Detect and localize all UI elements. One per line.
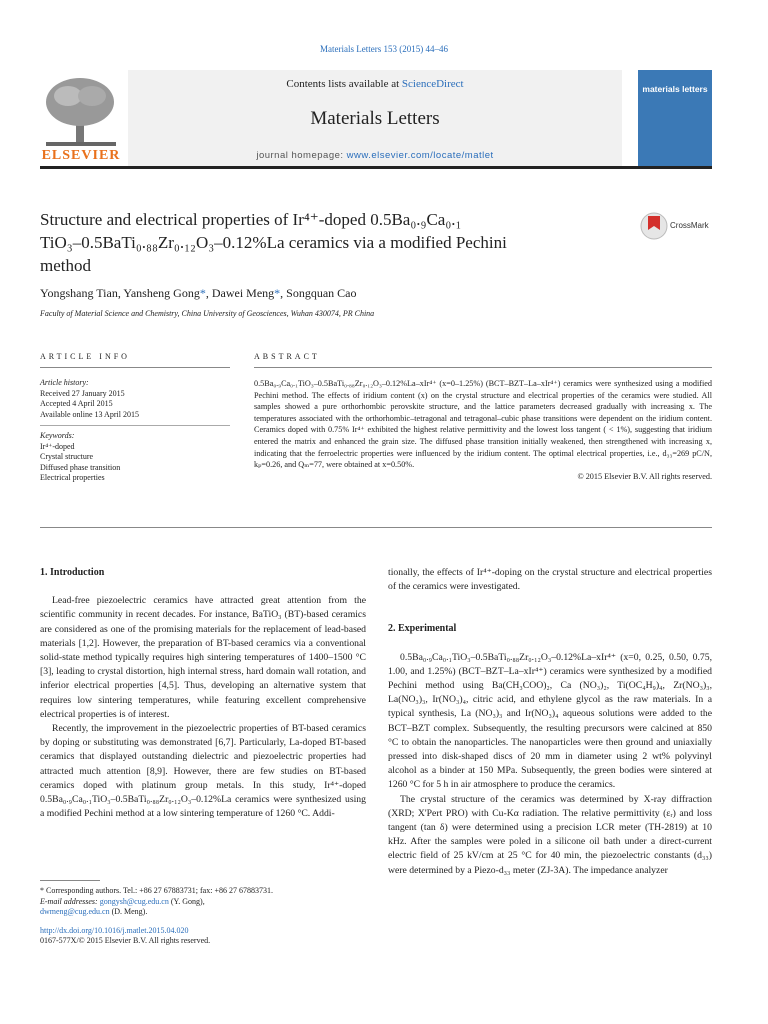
paragraph: Lead-free piezoelectric ceramics have attracted great attention from the scientific community in recent decades. For instance, BaTiO₃ (BT)-based ceramics are considered as one of the promising materials for the replacement of lead-based materials [1,2]. However, the preparation of BT-based ceramics via a conventional solid-state method typically requires high sintering temperatures of 1400–1500 °C [3], leading to crystal distortion, high internal stress, hard domain wall rotation, and inferior electrical properties [4,5]. Thus, developing an alternative system that requires low sintering temperatures, while featuring excellent comprehensive electrical properties is of interest. (40, 595, 366, 720)
section-heading: 1. Introduction (40, 567, 105, 578)
keyword: Crystal structure (40, 452, 94, 461)
journal-homepage (128, 150, 622, 161)
author: Yongshang Tian, Yansheng Gong (40, 286, 200, 300)
abstract-text: 0.5Ba₀.₉Ca₀.₁TiO₃–0.5BaTi₀.₈₈Zr₀.₁₂O₃–0.12%La–xIr⁴⁺ (x=0–1.25%) (BCT–BZT–La–xIr⁴⁺) ceramics were synthesized using a modified Pechini method. The effects of iridium content (x) on the crystal structure and electrical properties of the ceramics were studied. All samples showed a pure orthorhombic perovskite structure, and the lattice parameters decreased gradually with increasing x. The temperatures associated with the orthorhombic–tetragonal and tetragonal–cubic phase transitions were dependent on the iridium content. Ceramics doped with 0.75% Ir⁴⁺ exhibited the highest relative permittivity and the lowest loss tangent ( < 1%), suggesting that iridium entered the matrix and enhanced the grain size. The diffused phase transition initially weakened, then strengthened with increasing x, indicating that the ferroelectric properties were influenced by the iridium content. The optimal electrical properties, i.e., d₃₃=269 pC/N, kₚ=0.26, and Qₘ=77, were obtained at x=0.50%. (254, 379, 712, 470)
accepted-date: Accepted 4 April 2015 (40, 399, 113, 408)
homepage-link[interactable]: www.elsevier.com/locate/matlet (346, 150, 494, 161)
paragraph: The crystal structure of the ceramics was determined by X-ray diffraction (XRD; X'Pert PRO) with Cu-Kα radiation. The relative permittivity (εᵣ) and loss tangent (tan δ) were determined using a precision LCR meter (TH-2819) at 10 kHz. After the samples were poled in a silicone oil bath under a direct-current electric field of 25 kV/cm at 25 °C for 40 min, the piezoelectric constants (d₃₃) were determined by a Piezo-d₃₃ meter (ZJ-3A). The impedance analyzer (388, 793, 712, 876)
paragraph: tionally, the effects of Ir⁴⁺-doping on the crystal structure and electrical properties of the ceramics were investigated. (388, 567, 712, 593)
header-divider (40, 166, 712, 169)
homepage-prefix: journal homepage: (256, 150, 347, 161)
title-line: Structure and electrical properties of Ir⁴⁺-doped 0.5Ba₀.₉Ca₀.₁ (40, 210, 462, 229)
publisher-logo-text: ELSEVIER (41, 148, 121, 163)
corresponding-author-mark[interactable]: * (274, 286, 281, 300)
contents-prefix: Contents lists available at (286, 78, 402, 90)
corresponding-author-mark[interactable]: * (199, 286, 206, 300)
divider (254, 367, 712, 368)
email-link[interactable]: gongysh@cug.edu.cn (99, 896, 169, 906)
keyword: Electrical properties (40, 473, 105, 482)
divider (40, 527, 712, 528)
abstract-body (254, 378, 712, 482)
keywords-label: Keywords: (40, 431, 75, 440)
email-owner: (D. Meng). (109, 907, 148, 916)
keyword: Ir⁴⁺-doped (40, 441, 75, 451)
journal-title: Materials Letters (310, 108, 440, 129)
email-owner: (Y. Gong), (168, 896, 205, 906)
footnote-divider (40, 880, 100, 881)
corresponding-note: * Corresponding authors. Tel.: +86 27 67883731; fax: +86 27 67883731. (40, 886, 273, 895)
abstract-heading: ABSTRACT (254, 352, 320, 361)
author-list (40, 286, 357, 301)
author: , Dawei Meng (205, 286, 275, 300)
section-heading: 2. Experimental (388, 623, 457, 635)
left-column (40, 566, 366, 821)
issn-line: 0167-577X/© 2015 Elsevier B.V. All rights reserved. (40, 936, 211, 945)
sciencedirect-link[interactable]: ScienceDirect (401, 78, 464, 90)
affiliation: Faculty of Material Science and Chemistry, China University of Geosciences, Wuhan 430074, PR China (40, 309, 375, 318)
title-line: TiO₃–0.5BaTi₀.₈₈Zr₀.₁₂O₃–0.12%La ceramics via a modified Pechini (40, 233, 507, 252)
footnote (40, 886, 366, 947)
contents-line (128, 78, 622, 90)
article-title (40, 208, 600, 277)
received-date: Received 27 January 2015 (40, 388, 125, 398)
paragraph: 0.5Ba₀.₉Ca₀.₁TiO₃–0.5BaTi₀.₈₈Zr₀.₁₂O₃–0.12%La–xIr⁴⁺ (x=0, 0.25, 0.50, 0.75, 1.00, and 1.25%) (BCT–BZT–La–xIr⁴⁺) ceramics were synthesized by a modified Pechini method using Ba(CH₃COO)₂, Ca (NO₃)₂, Ti(OC₄H₉)₄, Zr(NO₃)₃, La(NO₃)₃, Ir(NO₃)₄, citric acid, and ethylene glycol as the raw materials. In a typical synthesis, La (NO₃)₃ and Ir(NO₃)₄ aqueous solutions were added to the BCT–BZT complex. Subsequently, the resulting precursors were calcined at 850 °C to obtain the nanoparticles. The nanoparticles were then ground and uniaxially pressed into disk-shaped discs of 20 mm in diameter using 2 wt% polyvinyl alcohol as a binder at 150 MPa. Subsequently, the green bodies were sintered at 1260 °C for 5 h in air atmosphere to produce the ceramics. (388, 651, 712, 791)
email-link[interactable]: dwmeng@cug.edu.cn (40, 907, 110, 916)
online-date: Available online 13 April 2015 (40, 409, 139, 419)
doi-link[interactable]: http://dx.doi.org/10.1016/j.matlet.2015.04.020 (40, 925, 189, 935)
author: , Songquan Cao (280, 286, 357, 300)
divider (40, 367, 230, 368)
email-label: E-mail addresses: (40, 896, 100, 906)
abstract-copyright: © 2015 Elsevier B.V. All rights reserved. (577, 471, 712, 481)
keyword: Diffused phase transition (40, 462, 121, 472)
journal-reference[interactable]: Materials Letters 153 (2015) 44–46 (320, 44, 448, 54)
crossmark-label[interactable]: CrossMark (670, 221, 709, 230)
title-line: method (40, 256, 91, 275)
paragraph: Recently, the improvement in the piezoelectric properties of BT-based ceramics by doping or substituting was demonstrated [6,7]. Particularly, La-doped BT-based ceramics that displayed outstanding dielectric and piezoelectric properties had attracted much attention [8,9]. However, there are few studies on BT-based ceramics doped with platinum group metals. In this study, Ir⁴⁺-doped 0.5Ba₀.₉Ca₀.₁TiO₃–0.5BaTi₀.₈₈Zr₀.₁₂O₃–0.12%La ceramics were synthesized using a modified Pechini method at a low sintering temperature of 1260 °C. Addi- (40, 723, 366, 820)
history-label: Article history: (40, 378, 89, 387)
article-history (40, 378, 230, 484)
divider (40, 425, 230, 426)
article-info-heading: ARTICLE INFO (40, 352, 130, 361)
right-column (388, 566, 712, 878)
journal-cover-title: materials letters (642, 84, 708, 94)
